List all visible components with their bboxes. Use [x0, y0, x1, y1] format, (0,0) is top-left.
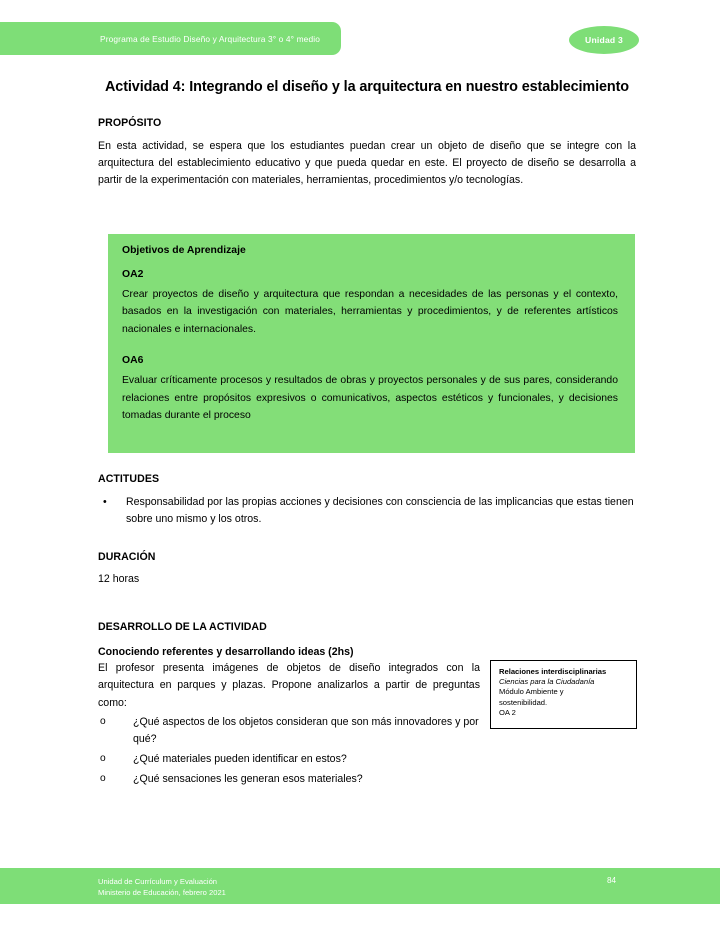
circle-bullet-icon: o — [100, 715, 106, 727]
relaciones-interdisciplinarias-box — [490, 660, 637, 729]
footer-line-1: Unidad de Currículum y Evaluación — [98, 877, 218, 886]
question-text: ¿Qué sensaciones les generan esos materiales? — [133, 773, 363, 786]
footer-line-2: Ministerio de Educación, febrero 2021 — [98, 888, 226, 898]
list-item — [98, 771, 498, 788]
footer-text — [98, 876, 226, 898]
header-band — [0, 22, 341, 55]
page-title: Actividad 4: Integrando el diseño y la arquitectura en nuestro establecimiento — [105, 79, 629, 95]
objetivo-item-oa6 — [122, 355, 618, 424]
question-text: ¿Qué materiales pueden identificar en estos? — [133, 753, 347, 766]
duracion-section — [98, 551, 636, 588]
question-list — [98, 714, 498, 789]
bullet-dot-icon: • — [103, 496, 107, 508]
objetivo-code: OA6 — [122, 355, 144, 367]
list-item — [98, 714, 498, 748]
list-item — [98, 494, 636, 528]
proposito-heading: PROPÓSITO — [98, 116, 162, 129]
header-band-label: Programa de Estudio Diseño y Arquitectura 3° o 4° medio — [100, 33, 320, 44]
actitudes-item-text: Responsabilidad por las propias acciones y decisiones con consciencia de las implicancias que estas tienen sobre uno mismo y los otros. — [126, 496, 634, 526]
interdisciplinary-module: Módulo Ambiente y — [499, 687, 564, 697]
objetivo-code: OA2 — [122, 269, 144, 280]
interdisciplinary-title: Relaciones interdisciplinarias — [499, 667, 607, 676]
proposito-text: En esta actividad, se espera que los estudiantes puedan crear un objeto de diseño que se integre con la arquitectura del establecimiento educativo y que pueda quedar en este. El proyecto de diseño se desarrolla a partir de la experimentación con materiales, herramientas, procedimientos y/o tecnologías. — [98, 139, 636, 187]
objetivo-item-oa2 — [122, 269, 618, 338]
circle-bullet-icon: o — [100, 773, 106, 785]
circle-bullet-icon: o — [100, 753, 106, 765]
question-text: ¿Qué aspectos de los objetos consideran que son más innovadores y por qué? — [133, 715, 479, 745]
objetivo-text: Crear proyectos de diseño y arquitectura que respondan a necesidades de las personas y el contexto, basados en la investigación con materiales, herramientas y procedimientos, y de referentes artísticos nacionales e internacionales. — [122, 289, 618, 335]
actitudes-heading: ACTITUDES — [98, 473, 160, 485]
actitudes-section — [98, 473, 636, 528]
interdisciplinary-module-cont: sostenibilidad. — [499, 697, 548, 707]
desarrollo-heading: DESARROLLO DE LA ACTIVIDAD — [98, 621, 267, 633]
duracion-value: 12 horas — [98, 573, 140, 585]
unit-badge-label: Unidad 3 — [585, 35, 623, 45]
duracion-heading: DURACIÓN — [98, 551, 156, 563]
interdisciplinary-oa: OA 2 — [499, 708, 516, 718]
objetivos-de-aprendizaje-box — [108, 234, 635, 453]
unit-badge — [568, 25, 640, 55]
objetivos-box-title: Objetivos de Aprendizaje — [122, 245, 246, 256]
interdisciplinary-subject: Ciencias para la Ciudadanía — [499, 676, 595, 686]
page-number: 84 — [607, 876, 617, 885]
desarrollo-paragraph: El profesor presenta imágenes de objetos de diseño integrados con la arquitectura en parques y plazas. Propone analizarlos a partir de preguntas como: — [98, 662, 480, 709]
subactivity-title: Conociendo referentes y desarrollando ideas (2hs) — [98, 646, 354, 658]
document-content — [98, 78, 636, 189]
list-item — [98, 751, 498, 768]
objetivo-text: Evaluar críticamente procesos y resultados de obras y proyectos personales y de sus pares, considerando relaciones entre propósitos expresivos o comunicativos, aspectos estéticos y funcionales, y decisiones tomadas durante el proceso — [122, 375, 618, 421]
proposito-section — [98, 117, 636, 189]
